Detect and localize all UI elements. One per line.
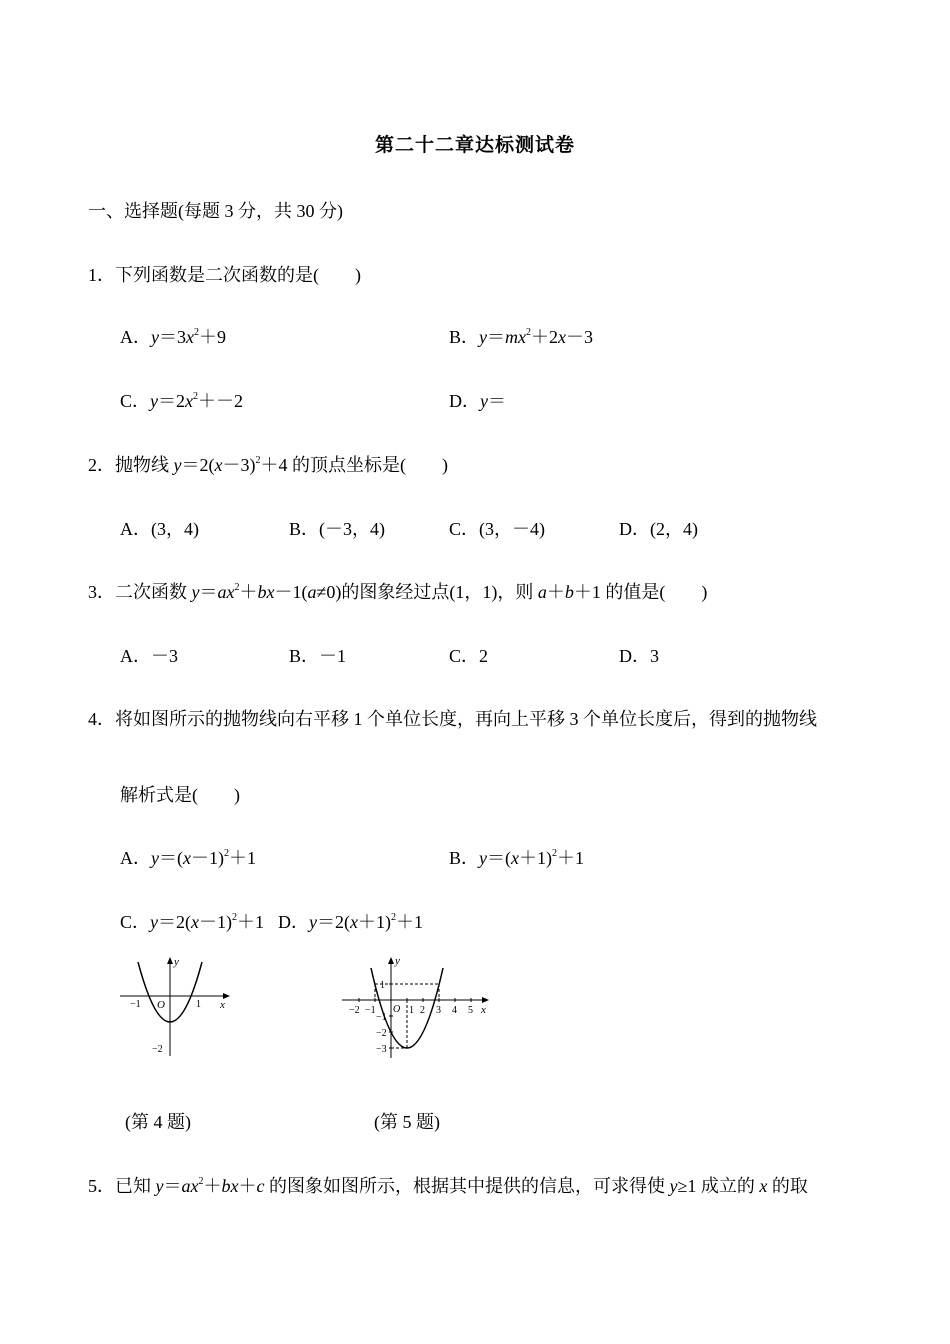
y-axis-arrow <box>388 957 394 964</box>
section-heading: 一、选择题(每题 3 分，共 30 分) <box>88 201 343 221</box>
tick-label-x-neg2: −2 <box>349 1005 360 1016</box>
tick-label-y-1: 1 <box>380 980 385 991</box>
tick-label-neg1: −1 <box>130 999 141 1010</box>
tick-label-x-4: 4 <box>452 1005 457 1016</box>
q4-option-a: A．$y=(x-1)^2+1$ <box>120 848 256 868</box>
figure-q4-caption: (第 4 题) <box>125 1112 191 1132</box>
y-axis-label: y <box>395 955 400 967</box>
tick-label-y-neg2: −2 <box>376 1028 387 1039</box>
question-4-stem-line2: 解析式是( ) <box>120 785 240 805</box>
q4-option-c-and-d <box>120 913 423 931</box>
q3-option-a: A．－3 <box>120 646 178 666</box>
question-2-stem: 2．抛物线 $y=2(x-3)^2+4$ 的顶点坐标是( ) <box>88 455 448 475</box>
tick-label-x-neg1: −1 <box>365 1005 376 1016</box>
origin-label: O <box>393 1004 401 1015</box>
q4-option-d: D．$y=2(x+1)^2+1$ <box>278 912 424 932</box>
tick-label-x-2: 2 <box>420 1005 425 1016</box>
x-axis-label: x <box>481 1004 486 1016</box>
x-axis-arrow <box>482 997 489 1003</box>
q4-option-b: B．$y=(x+1)^2+1$ <box>449 848 585 868</box>
x-axis-label: x <box>220 999 225 1011</box>
tick-label-neg2: −2 <box>152 1044 163 1055</box>
question-4-stem-line1: 4．将如图所示的抛物线向右平移 1 个单位长度，再向上平移 3 个单位长度后，得到的抛物线 <box>88 709 817 729</box>
figure-q4-graph <box>112 950 242 1062</box>
y-axis-label: y <box>174 956 179 968</box>
q3-option-d: D．3 <box>619 646 659 666</box>
question-3-stem: 3．二次函数 $y=ax^2+bx-1(a\ne 0)$的图象经过点(1，1)，则 a＋b＋1 的值是( ) <box>88 582 708 602</box>
question-5-stem: 5．已知 $y=ax^2+bx+c$ 的图象如图所示，根据其中提供的信息，可求得使 y≥1 成立的 x 的取 <box>88 1176 808 1196</box>
q3-option-c: C．2 <box>449 646 489 666</box>
q2-option-b: B．(－3，4) <box>289 519 385 539</box>
tick-label-x-5: 5 <box>468 1005 473 1016</box>
y-axis-arrow <box>167 957 173 964</box>
q3-option-b: B．－1 <box>289 646 347 666</box>
figure-q5-graph <box>336 950 496 1062</box>
tick-label-x-1: 1 <box>409 1005 414 1016</box>
q1-option-d: D．y＝ <box>449 391 506 411</box>
q1-option-a: A．$y=3x^2+9$ <box>120 327 226 347</box>
q2-option-a: A．(3，4) <box>120 519 199 539</box>
q4-option-c: C．$y=2(x-1)^2+1$ <box>120 912 265 932</box>
origin-label: O <box>157 999 165 1011</box>
tick-label-y-neg3: −3 <box>376 1044 387 1055</box>
tick-label-y-neg1: −1 <box>376 1012 387 1023</box>
page-title: 第二十二章达标测试卷 <box>374 135 575 156</box>
question-1-stem: 1．下列函数是二次函数的是( ) <box>88 265 361 285</box>
tick-label-x-3: 3 <box>436 1005 441 1016</box>
q1-option-c: C．$y=2x^2+-2$ <box>120 391 244 411</box>
q2-option-c: C．(3，－4) <box>449 519 545 539</box>
tick-label-1: 1 <box>196 999 201 1010</box>
q1-option-b: B．$y=mx^2+2x-3$ <box>449 327 594 347</box>
figure-q5-caption: (第 5 题) <box>374 1112 440 1132</box>
q2-option-d: D．(2，4) <box>619 519 698 539</box>
